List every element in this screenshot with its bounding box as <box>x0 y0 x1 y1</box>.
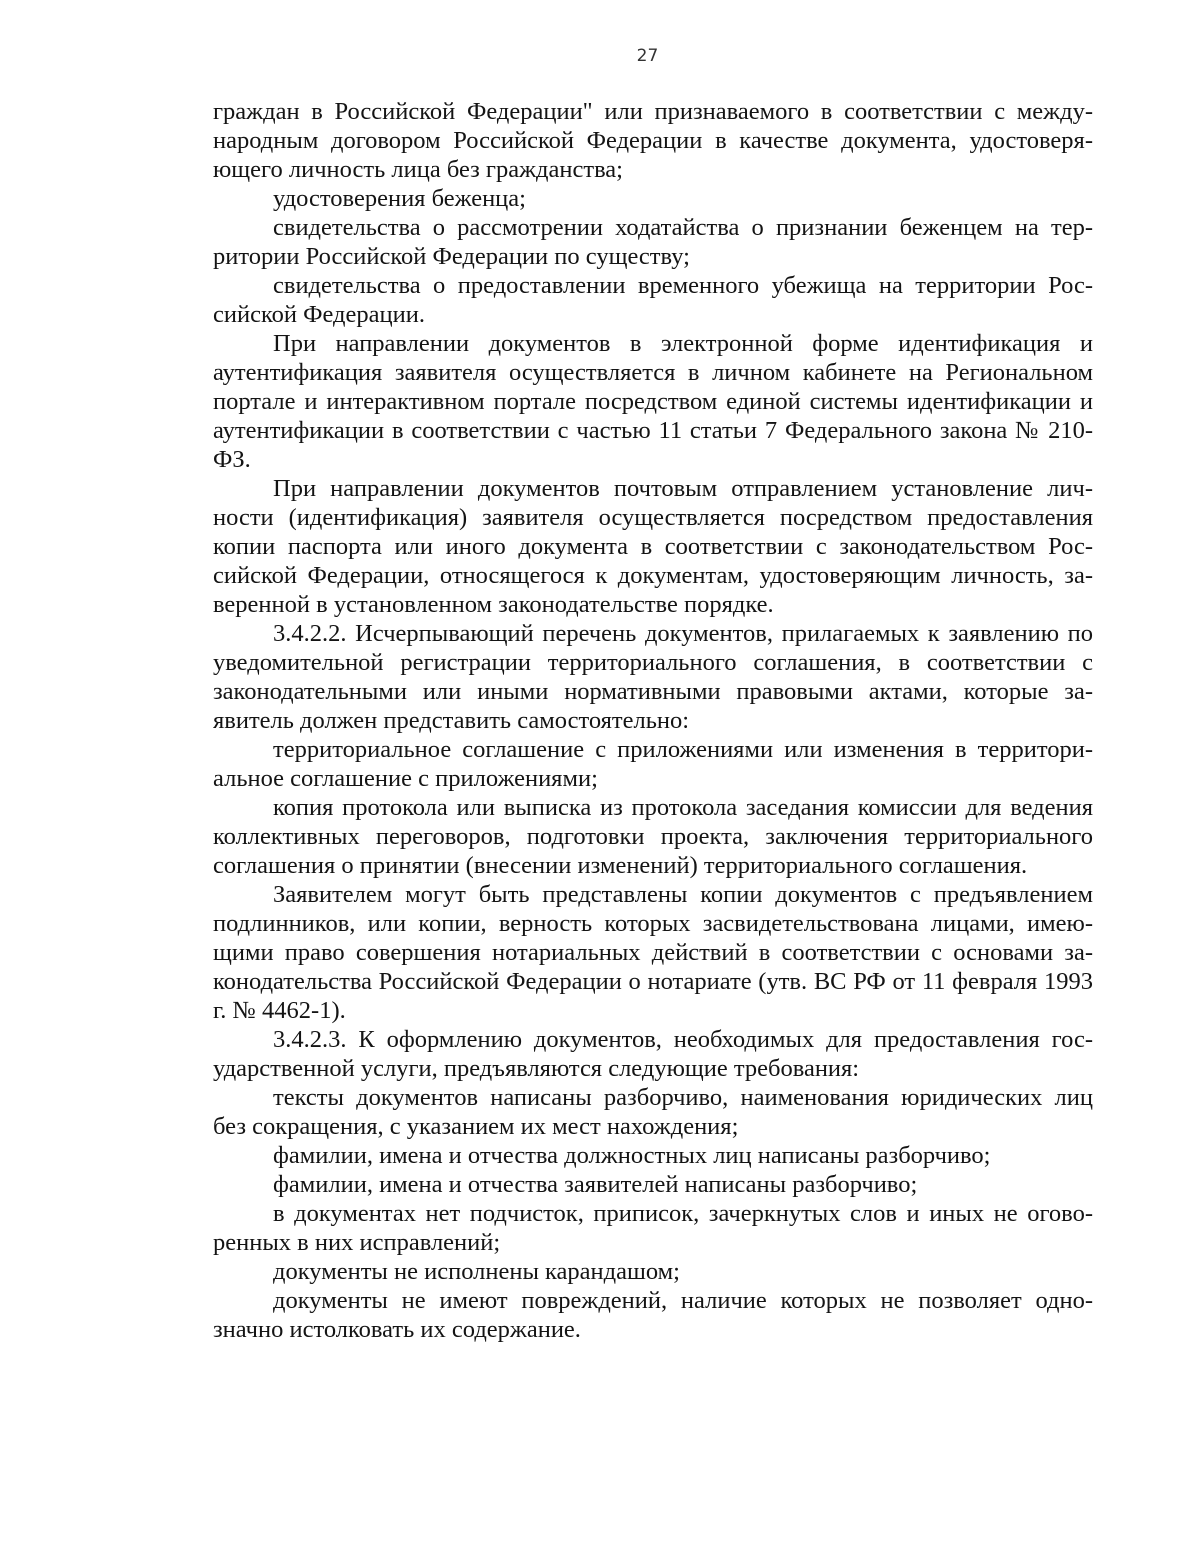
document-body <box>213 97 1093 1344</box>
paragraph: фамилии, имена и отчества должностных лиц написаны разборчиво; <box>273 1142 991 1169</box>
paragraph: При направлении документов в электронной форме идентификация и аутентификация заявителя осуществляется в личном кабинете на Региональном портале и интерактивном портале посредством единой системы идентификации и аутентификации в соответствии с частью 11 статьи 7 Федерального закона № 210-ФЗ. <box>213 330 1093 473</box>
paragraph: При направлении документов почтовым отправлением установление личности (идентификация) заявителя осуществляется посредством предоставления копии паспорта или иного документа в соответствии с законодательством Российской Федерации, относящегося к документам, удостоверяющим личность, заверенной в установленном законодательстве порядке. <box>213 475 1093 618</box>
paragraph: граждан в Российской Федерации" или признаваемого в соответствии с международным договором Российской Федерации в качестве документа, удостоверяющего личность лица без гражданства; <box>213 98 1093 183</box>
paragraph: 3.4.2.3. К оформлению документов, необходимых для предоставления государственной услуги, предъявляются следующие требования: <box>213 1026 1093 1082</box>
paragraph: тексты документов написаны разборчиво, наименования юридических лиц без сокращения, с указанием их мест нахождения; <box>213 1084 1093 1140</box>
paragraph: свидетельства о рассмотрении ходатайства о признании беженцем на территории Российской Федерации по существу; <box>213 214 1093 270</box>
page-number: 27 <box>636 46 659 66</box>
paragraph: территориальное соглашение с приложениями или изменения в территориальное соглашение с приложениями; <box>213 736 1093 792</box>
paragraph: 3.4.2.2. Исчерпывающий перечень документов, прилагаемых к заявлению по уведомительной регистрации территориального соглашения, в соответствии с законодательными или иными нормативными правовыми актами, которые заявитель должен представить самостоятельно: <box>213 620 1093 734</box>
paragraph: копия протокола или выписка из протокола заседания комиссии для ведения коллективных переговоров, подготовки проекта, заключения территориального соглашения о принятии (внесении изменений) территориального соглашения. <box>213 794 1093 879</box>
paragraph: документы не имеют повреждений, наличие которых не позволяет однозначно истолковать их содержание. <box>213 1287 1093 1343</box>
paragraph: Заявителем могут быть представлены копии документов с предъявлением подлинников, или копии, верность которых засвидетельствована лицами, имеющими право совершения нотариальных действий в соответствии с основами законодательства Российской Федерации о нотариате (утв. ВС РФ от 11 февраля 1993 г. № 4462-1). <box>213 881 1093 1024</box>
paragraph: удостоверения беженца; <box>273 185 526 212</box>
paragraph: документы не исполнены карандашом; <box>273 1258 680 1285</box>
paragraph: свидетельства о предоставлении временного убежища на территории Российской Федерации. <box>213 272 1093 328</box>
paragraph: фамилии, имена и отчества заявителей написаны разборчиво; <box>273 1171 918 1198</box>
paragraph: в документах нет подчисток, приписок, зачеркнутых слов и иных не оговоренных в них исправлений; <box>213 1200 1093 1256</box>
